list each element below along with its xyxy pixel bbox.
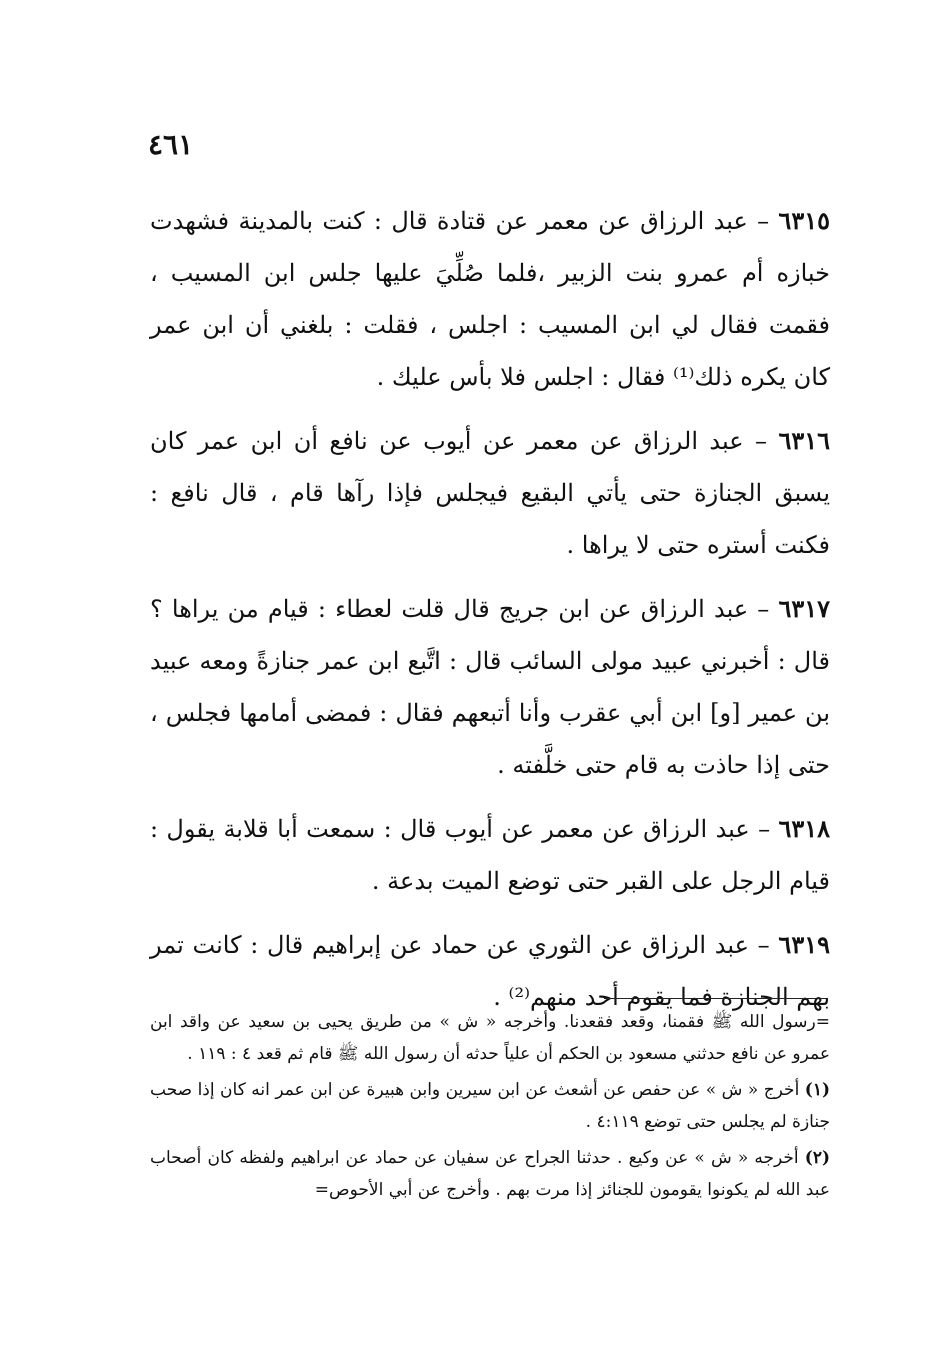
page-number: ٤٦١	[148, 128, 194, 161]
footnote	[150, 1074, 830, 1138]
footnote-divider	[604, 998, 826, 999]
hadith-number: ٦٣١٦	[778, 426, 830, 455]
hadith-entry	[150, 415, 830, 571]
hadith-text: – عبد الرزاق عن معمر عن قتادة قال : كنت بالمدينة فشهدت خبازه أم عمرو بنت الزبير ،فلما صُلِّيَ عليها جلس ابن المسيب ، فقمت فقال لي ابن المسيب : اجلس ، فقلت : بلغني أن ابن عمر كان يكره ذلك⁽¹⁾ فقال : اجلس فلا بأس عليك .	[150, 207, 831, 391]
hadith-text: – عبد الرزاق عن الثوري عن حماد عن إبراهيم قال : كانت تمر بهم الجنازة فما يقوم أحد منهم⁽²⁾ .	[150, 931, 830, 1011]
footnote	[150, 1006, 830, 1070]
hadith-text: – عبد الرزاق عن ابن جريج قال قلت لعطاء : قيام من يراها ؟ قال : أخبرني عبيد مولى السائب قال : اتَّبع ابن عمر جنازةً ومعه عبيد بن عمير [و] ابن أبي عقرب وأنا أتبعهم فقال : فمضى أمامها فجلس ، حتى إذا حاذت به قام حتى خلَّفته .	[150, 595, 830, 779]
hadith-text: – عبد الرزاق عن معمر عن أيوب قال : سمعت أبا قلابة يقول : قيام الرجل على القبر حتى توضع الميت بدعة .	[150, 815, 830, 895]
footnote-marker: (٢)	[804, 1148, 830, 1168]
footnote-text: أخرجه « ش » عن وكيع . حدثنا الجراح عن سفيان عن حماد عن ابراهيم ولفظه كان أصحاب عبد الله لم يكونوا يقومون للجنائز إذا مرت بهم . وأخرج عن أبي الأحوص=	[150, 1148, 830, 1200]
footnote-text: أخرج « ش » عن حفص عن أشعث عن ابن سيرين وابن هبيرة عن ابن عمر انه كان إذا صحب جنازة لم يجلس حتى توضع ٤:١١٩ .	[150, 1080, 830, 1132]
hadith-entry	[150, 583, 830, 791]
hadith-number: ٦٣١٩	[778, 930, 830, 959]
hadith-number: ٦٣١٨	[778, 814, 830, 843]
hadith-entry	[150, 195, 830, 403]
footnote-marker: (١)	[804, 1080, 830, 1100]
footnote	[150, 1142, 830, 1206]
hadith-entry	[150, 803, 830, 907]
hadith-text: – عبد الرزاق عن معمر عن أيوب عن نافع أن ابن عمر كان يسبق الجنازة حتى يأتي البقيع فيجلس فإذا رآها قام ، قال نافع : فكنت أستره حتى لا يراها .	[150, 427, 830, 559]
footnote-text: =رسول الله ﷺ فقمنا، وقعد فقعدنا. وأخرجه « ش » من طريق يحيى بن سعيد عن واقد ابن عمرو عن نافع حدثني مسعود بن الحكم أن علياً حدثه أن رسول الله ﷺ قام ثم قعد ٤ : ١١٩ .	[150, 1012, 830, 1064]
hadith-number: ٦٣١٥	[778, 206, 830, 235]
hadith-number: ٦٣١٧	[778, 594, 830, 623]
footnotes	[150, 1006, 830, 1210]
hadith-list	[150, 195, 830, 1035]
